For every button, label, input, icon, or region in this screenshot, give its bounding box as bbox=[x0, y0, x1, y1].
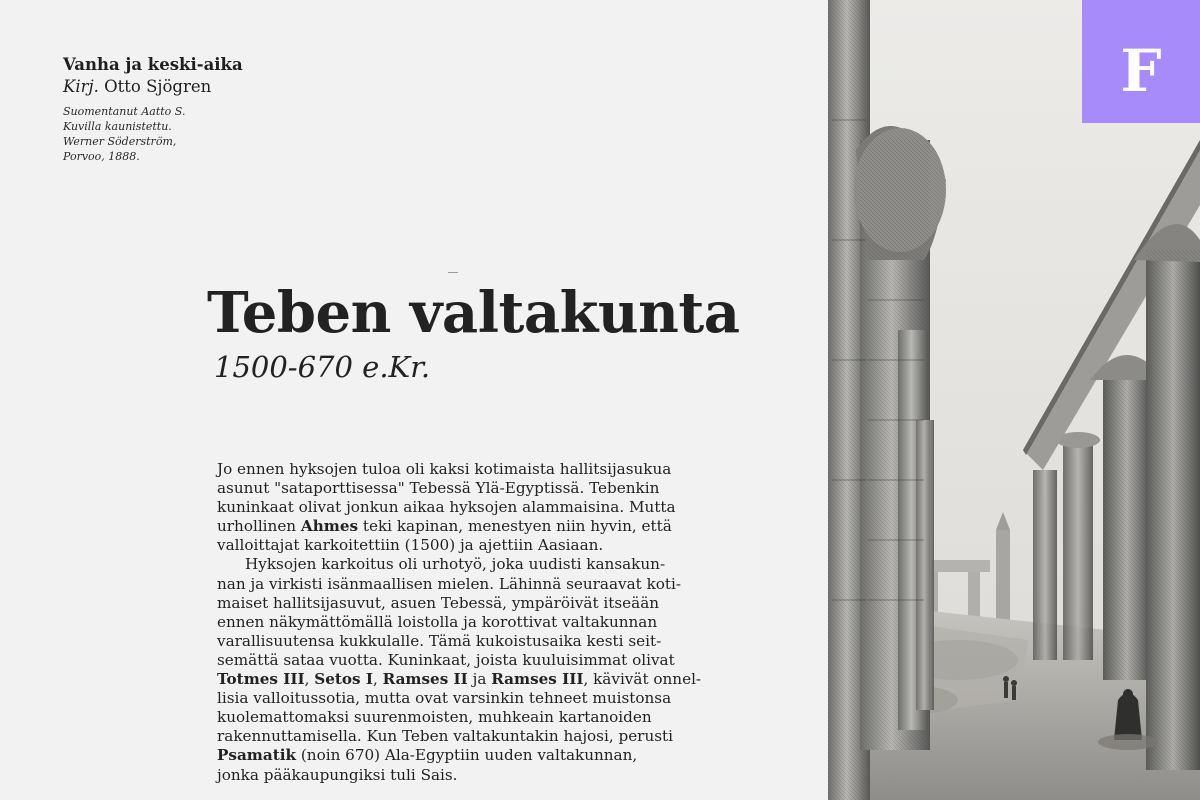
body-text-run: ennen näkymättömällä loistolla ja korottivat valtakunnan bbox=[217, 612, 658, 631]
body-text-run: rakennuttamisella. Kun Teben valtakuntakin hajosi, perusti bbox=[217, 727, 673, 746]
book-info bbox=[63, 54, 323, 164]
body-bold-term: Totmes III bbox=[217, 670, 305, 689]
body-text-run: , kävivät onnel- bbox=[583, 670, 702, 689]
book-meta-line: Werner Söderström, bbox=[63, 135, 177, 148]
book-meta-line: Porvoo, 1888. bbox=[63, 150, 140, 163]
body-text-run: urhollinen bbox=[217, 517, 301, 536]
body-line bbox=[217, 632, 707, 651]
body-line bbox=[217, 498, 707, 517]
book-title: Vanha ja keski-aika bbox=[63, 55, 243, 74]
body-text-run: nan ja virkisti isänmaallisen mielen. Lähinnä seuraavat koti- bbox=[217, 574, 682, 593]
author-name: Otto Sjögren bbox=[104, 77, 212, 96]
body-text-run: asunut "sataporttisessa" Tebessä Ylä-Egyptissä. Tebenkin bbox=[217, 479, 660, 498]
body-text-run: Hyksojen karkoitus oli urhotyö, joka uudisti kansakun- bbox=[245, 555, 666, 574]
body-bold-term: Psamatik bbox=[217, 746, 297, 765]
book-meta bbox=[63, 104, 193, 164]
body-text-run: maiset hallitsijasuvut, asuen Tebessä, ympäröivät itseään bbox=[217, 593, 660, 612]
body-line bbox=[217, 575, 707, 594]
author-prefix: Kirj. bbox=[63, 77, 99, 96]
book-meta-line: Kuvilla kaunistettu. bbox=[63, 120, 172, 133]
body-line bbox=[217, 708, 707, 727]
body-text bbox=[217, 460, 707, 785]
body-bold-term: Ramses III bbox=[491, 670, 584, 689]
body-text-run: kuolemattomaksi suurenmoisten, muhkeain kartanoiden bbox=[217, 708, 652, 727]
body-bold-term: Ramses II bbox=[382, 670, 468, 689]
body-line bbox=[217, 766, 707, 785]
body-line bbox=[217, 555, 707, 574]
book-author bbox=[63, 76, 323, 98]
book-meta-line: Suomentanut Aatto S. bbox=[63, 105, 186, 118]
body-bold-term: Ahmes bbox=[300, 517, 359, 536]
body-line bbox=[217, 517, 707, 536]
body-text-run: semättä sataa vuotta. Kuninkaat, joista kuuluisimmat olivat bbox=[217, 650, 675, 669]
chapter-subtitle: 1500-670 e.Kr. bbox=[214, 350, 431, 384]
body-line bbox=[217, 727, 707, 746]
body-text-run: lisia valloitussotia, mutta ovat varsinkin tehneet muistonsa bbox=[217, 689, 672, 708]
body-line bbox=[217, 536, 707, 555]
body-line bbox=[217, 651, 707, 670]
body-line bbox=[217, 746, 707, 765]
chapter-title: Teben valtakunta bbox=[207, 280, 740, 346]
body-line bbox=[217, 479, 707, 498]
body-text-run: (noin 670) Ala-Egyptiin uuden valtakunnan, bbox=[296, 746, 638, 765]
body-text-run: , bbox=[372, 670, 383, 689]
body-text-run: kuninkaat olivat jonkun aikaa hyksojen alammaisina. Mutta bbox=[217, 498, 676, 517]
body-text-run: teki kapinan, menestyen niin hyvin, että bbox=[358, 517, 672, 536]
body-bold-term: Setos I bbox=[314, 670, 373, 689]
body-text-run: varallisuutensa kukkulalle. Tämä kukoistusaika kesti seit- bbox=[217, 631, 662, 650]
body-line bbox=[217, 613, 707, 632]
decorative-tick bbox=[448, 272, 458, 273]
body-line bbox=[217, 460, 707, 479]
body-text-run: , bbox=[304, 670, 315, 689]
logo-letter: F bbox=[1120, 36, 1162, 105]
body-text-run: Jo ennen hyksojen tuloa oli kaksi kotimaista hallitsijasukua bbox=[217, 460, 672, 478]
body-text-run: valloittajat karkoitettiin (1500) ja ajettiin Aasiaan. bbox=[217, 536, 604, 555]
body-text-run: ja bbox=[467, 670, 492, 689]
publisher-logo[interactable] bbox=[1082, 0, 1200, 123]
body-line bbox=[217, 594, 707, 613]
body-line bbox=[217, 670, 707, 689]
body-text-run: jonka pääkaupungiksi tuli Sais. bbox=[217, 765, 458, 784]
body-line bbox=[217, 689, 707, 708]
